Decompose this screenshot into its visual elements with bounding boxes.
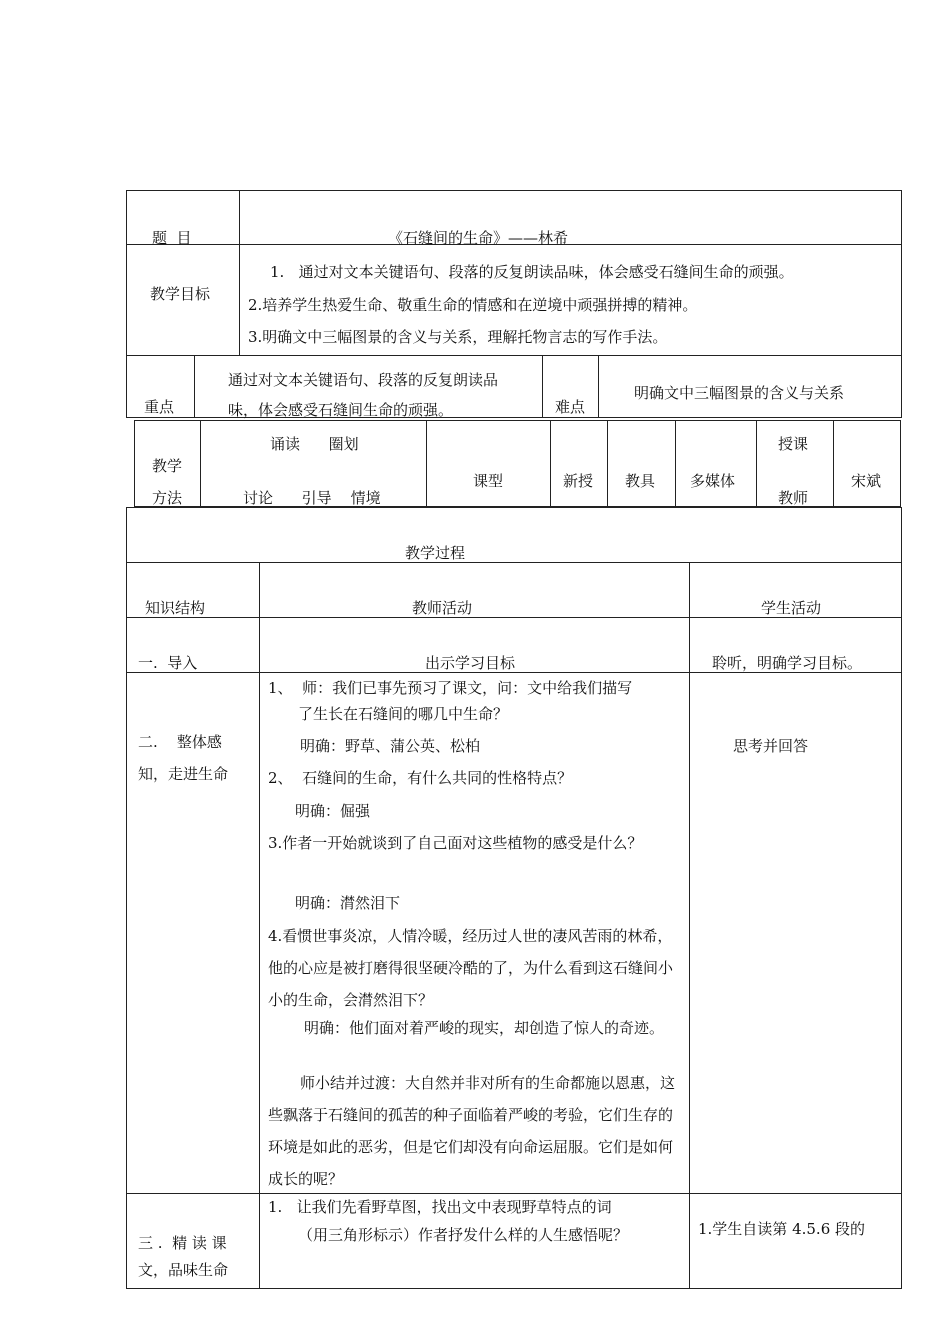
student-activity: 1.学生自读第 4.5.6 段的 — [698, 1220, 866, 1238]
stage-label: 一. 导入 — [138, 654, 198, 672]
divider — [126, 355, 902, 356]
divider — [194, 355, 195, 418]
teacher-summary: 师小结并过渡：大自然并非对所有的生命都施以恩惠，这些飘落于石缝间的孤苦的种子面临着严峻的考验，它们生存的环境是如此的恶劣，但是它们却没有向命运屈服。它们是如何成长的呢？ — [268, 1074, 676, 1188]
column-header: 知识结构 — [145, 599, 206, 617]
tools-value: 多媒体 — [690, 472, 736, 490]
divider — [756, 420, 757, 507]
key-point-text: 味，体会感受石缝间生命的顽强。 — [228, 401, 454, 419]
answer: 明确：他们面对着严峻的现实，却创造了惊人的奇迹。 — [304, 1019, 665, 1037]
teacher-question: 3.作者一开始就谈到了自己面对这些植物的感受是什么？ — [268, 834, 643, 852]
difficulty-label: 难点 — [555, 398, 586, 416]
objective-item: 2.培养学生热爱生命、敬重生命的情感和在逆境中顽强拼搏的精神。 — [248, 296, 698, 314]
stage-label: 知，走进生命 — [138, 765, 229, 783]
teacher-label: 教师 — [778, 489, 809, 507]
teacher-question: （用三角形标示）作者抒发什么样的人生感悟呢？ — [298, 1226, 629, 1244]
stage-label: 文，品味生命 — [138, 1261, 229, 1279]
teacher-question: 4.看惯世事炎凉，人情冷暖，经历过人世的凄风苦雨的林希，他的心应是被打磨得很坚硬冷酷的了，为什么看到这石缝间小小的生命，会潸然泪下？ — [268, 927, 674, 1009]
teacher-question: 1、 师：我们已事先预习了课文，问：文中给我们描写 — [268, 679, 633, 697]
answer: 明确：倔强 — [295, 802, 371, 820]
divider — [689, 562, 690, 1289]
teacher-question: 了生长在石缝间的哪几中生命？ — [298, 705, 509, 723]
divider — [239, 190, 240, 355]
methods-text: 诵读 圈划 — [270, 435, 359, 453]
methods-label: 教学 — [152, 457, 183, 475]
methods-label: 方法 — [152, 489, 183, 507]
objectives-label: 教学目标 — [150, 285, 211, 303]
divider — [607, 420, 608, 507]
divider — [542, 355, 543, 418]
page-title: 《石缝间的生命》——林希 — [388, 229, 569, 247]
lesson-type-label: 课型 — [473, 472, 504, 490]
answer: 明确：潸然泪下 — [295, 894, 401, 912]
methods-text: 讨论 引导 情境 — [243, 489, 381, 507]
lesson-type-value: 新授 — [563, 472, 594, 490]
divider — [426, 420, 427, 507]
teacher-label: 授课 — [778, 435, 809, 453]
process-title: 教学过程 — [405, 544, 466, 562]
teacher-question: 2、 石缝间的生命，有什么共同的性格特点？ — [268, 769, 573, 787]
divider — [200, 420, 201, 507]
key-point-text: 通过对文本关键语句、段落的反复朗读品 — [228, 371, 499, 389]
divider — [833, 420, 834, 507]
answer: 明确：野草、蒲公英、松柏 — [300, 737, 481, 755]
divider — [675, 420, 676, 507]
stage-label: 二. 整体感 — [138, 733, 222, 751]
difficulty-text: 明确文中三幅图景的含义与关系 — [634, 384, 845, 402]
teacher-activity: 出示学习目标 — [425, 654, 516, 672]
tools-label: 教具 — [625, 472, 656, 490]
key-point-label: 重点 — [144, 398, 175, 416]
stage-label: 三 . 精 读 课 — [138, 1234, 227, 1252]
teacher-question: 1. 让我们先看野草图，找出文中表现野草特点的词 — [268, 1198, 612, 1216]
column-header: 学生活动 — [761, 599, 822, 617]
teacher-name: 宋斌 — [851, 472, 882, 490]
subject-label: 题 目 — [152, 229, 192, 247]
student-activity: 思考并回答 — [733, 737, 809, 755]
objective-item: 1. 通过对文本关键语句、段落的反复朗读品味，体会感受石缝间生命的顽强。 — [270, 263, 794, 281]
divider — [259, 562, 260, 1289]
divider — [550, 420, 551, 507]
objective-item: 3.明确文中三幅图景的含义与关系，理解托物言志的写作手法。 — [248, 328, 668, 346]
divider — [126, 562, 902, 563]
divider — [598, 355, 599, 418]
student-activity: 聆听，明确学习目标。 — [712, 654, 863, 672]
column-header: 教师活动 — [412, 599, 473, 617]
